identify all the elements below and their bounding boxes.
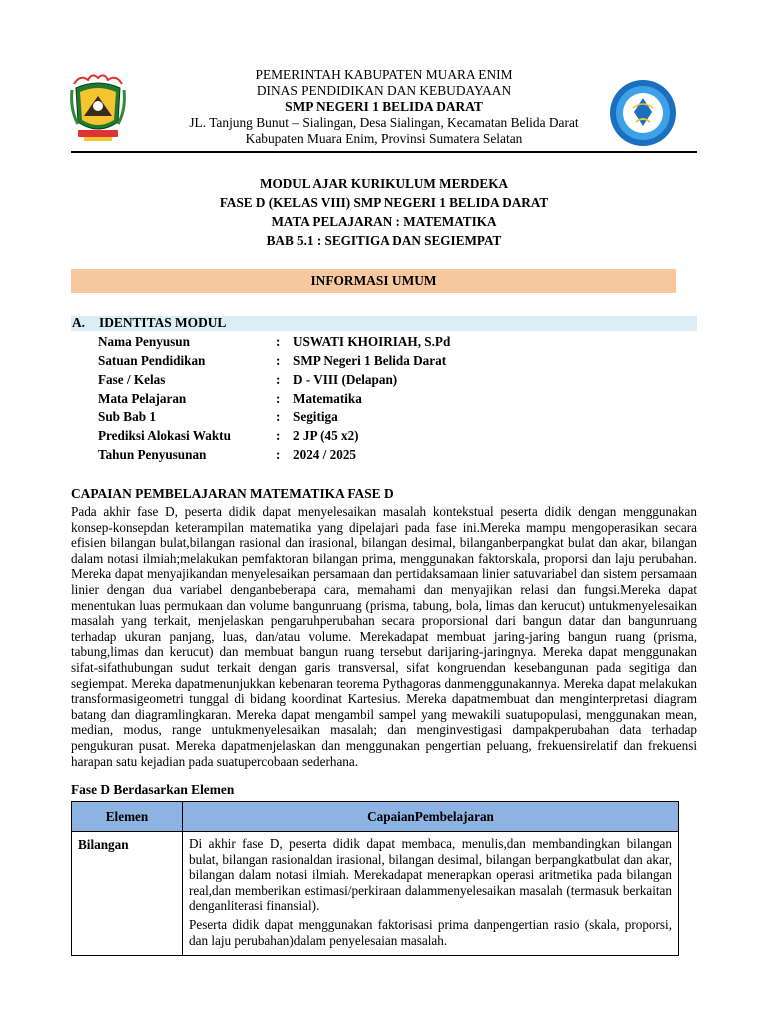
identity-value: 2024 / 2025 xyxy=(293,447,357,462)
identity-value: SMP Negeri 1 Belida Darat xyxy=(293,353,447,368)
identity-colon: : xyxy=(276,409,281,424)
module-subject: MATA PELAJARAN : MATEMATIKA xyxy=(271,214,497,229)
identity-row xyxy=(98,390,362,408)
identity-label: Sub Bab 1 xyxy=(98,409,156,424)
identity-colon: : xyxy=(276,428,281,443)
column-header-capaian: CapaianPembelajaran xyxy=(183,802,679,832)
elemen-cell: Bilangan xyxy=(72,832,183,956)
identity-row xyxy=(98,371,397,389)
letterhead-region: Kabupaten Muara Enim, Provinsi Sumatera Selatan xyxy=(245,131,523,146)
capaian-paragraph: Pada akhir fase D, peserta didik dapat menyelesaikan masalah kontekstual peserta didik dengan menggunakan konsep-konsepdan keterampilan matematika yang dipelajari pada fase ini.Mereka mampu mengoperasikan secara efisien bilangan bulat,bilangan rasional dan irasional, bilangan desimal, bilanganberpangkat bulat dan akar, bilangan dalam notasi ilmiah;melakukan pemfaktoran bilangan prima, menggunakan faktorskala, proporsi dan laju perubahan. Mereka dapat menyajikandan menyelesaikan persamaan dan pertidaksamaan linier satuvariabel dan sistem persamaan linier dengan dua variabel denganbeberapa cara, memahami dan menyajikan relasi dan fungsi.Mereka dapat menentukan luas permukaan dan volume bangunruang (prisma, tabung, bola, limas dan kerucut) untukmenyelesaikan masalah yang terkait, menjelaskan pengaruhperubahan secara proporsional dari bangun datar dan bangunruang terhadap ukuran panjang, luas, dan/atau volume. Merekadapat membuat jaring-jaring bangun ruang (prisma, tabung,limas dan kerucut) dan membuat bangun ruang tersebut darijaring-jaringnya. Mereka dapat menggunakan sifat-sifathubungan sudut terkait dengan garis transversal, sifat kongruendan kesebangunan pada segitiga dan segiempat. Mereka dapatmenunjukkan kebenaran teorema Pythagoras danmenggunakannya. Mereka dapat melakukan transformasigeometri tunggal di bidang koordinat Kartesius. Mereka dapatmembuat dan menginterpretasi diagram batang dan diagramlingkaran. Mereka dapat mengambil sampel yang mewakili suatupopulasi, menggunakan mean, median, modus, range untukmenyelesaikan masalah; dan menginvestigasi dampakperubahan data terhadap pengukuran pusat. Mereka dapatmenjelaskan dan menggunakan pengertian peluang, frekuensirelatif dan frekuensi harapan satu kejadian pada suatupercobaan sederhana. xyxy=(71,504,697,769)
table-header-row xyxy=(72,802,679,832)
regency-crest-logo xyxy=(70,70,126,144)
letterhead-department: DINAS PENDIDIKAN DAN KEBUDAYAAN xyxy=(256,83,512,98)
section-a-heading xyxy=(72,315,226,331)
identity-row xyxy=(98,333,450,351)
identity-colon: : xyxy=(276,391,281,406)
identity-row xyxy=(98,352,446,370)
section-a-title: IDENTITAS MODUL xyxy=(99,315,227,330)
identity-colon: : xyxy=(276,447,281,462)
column-header-elemen: Elemen xyxy=(72,802,183,832)
informasi-umum-banner: INFORMASI UMUM xyxy=(71,269,676,293)
identity-colon: : xyxy=(276,334,281,349)
identity-value: Segitiga xyxy=(293,409,338,424)
capaian-heading: CAPAIAN PEMBELAJARAN MATEMATIKA FASE D xyxy=(71,486,394,501)
letterhead-divider xyxy=(71,151,697,153)
identity-row xyxy=(98,427,359,445)
identity-value: Matematika xyxy=(293,391,362,406)
identity-value: D - VIII (Delapan) xyxy=(293,372,398,387)
identity-label: Mata Pelajaran xyxy=(98,391,187,406)
identity-label: Prediksi Alokasi Waktu xyxy=(98,428,231,443)
module-title-block xyxy=(71,174,697,250)
identity-value: 2 JP (45 x2) xyxy=(293,428,359,443)
capaian-cell-paragraph: Di akhir fase D, peserta didik dapat membaca, menulis,dan membandingkan bilangan bulat, bilangan rasionaldan irasional, bilangan desimal, bilangan berpangkatbulat dan akar, bilangan dalam notasi ilmiah. Merekadapat menerapkan operasi aritmetika pada bilangan real,dan memberikan estimasi/perkiraan dalammenyelesaikan masalah (termasuk berkaitan denganliterasi finansial). xyxy=(189,836,672,914)
identity-label: Fase / Kelas xyxy=(98,372,166,387)
capaian-cell xyxy=(183,832,679,956)
module-title: MODUL AJAR KURIKULUM MERDEKA xyxy=(260,176,508,191)
identity-value: USWATI KHOIRIAH, S.Pd xyxy=(293,334,451,349)
letterhead xyxy=(126,67,642,147)
letterhead-school-name: SMP NEGERI 1 BELIDA DARAT xyxy=(285,99,483,114)
identity-row xyxy=(98,408,338,426)
capaian-cell-paragraph: Peserta didik dapat menggunakan faktorisasi prima danpengertian rasio (skala, proporsi, dan laju perubahan)dalam penyelesaian masalah. xyxy=(189,916,672,948)
identity-row xyxy=(98,446,356,464)
module-phase-class: FASE D (KELAS VIII) SMP NEGERI 1 BELIDA DARAT xyxy=(219,195,549,210)
identity-label: Nama Penyusun xyxy=(98,334,190,349)
identity-colon: : xyxy=(276,372,281,387)
identity-label: Tahun Penyusunan xyxy=(98,447,207,462)
module-chapter: BAB 5.1 : SEGITIGA DAN SEGIEMPAT xyxy=(266,233,502,248)
letterhead-address: JL. Tanjung Bunut – Sialingan, Desa Sialingan, Kecamatan Belida Darat xyxy=(189,115,579,130)
table-row xyxy=(72,832,679,956)
fase-d-heading: Fase D Berdasarkan Elemen xyxy=(71,782,235,797)
letterhead-government: PEMERINTAH KABUPATEN MUARA ENIM xyxy=(255,67,513,82)
section-a-number: A. xyxy=(72,315,86,330)
identity-colon: : xyxy=(276,353,281,368)
elemen-table xyxy=(71,801,679,956)
identity-label: Satuan Pendidikan xyxy=(98,353,206,368)
